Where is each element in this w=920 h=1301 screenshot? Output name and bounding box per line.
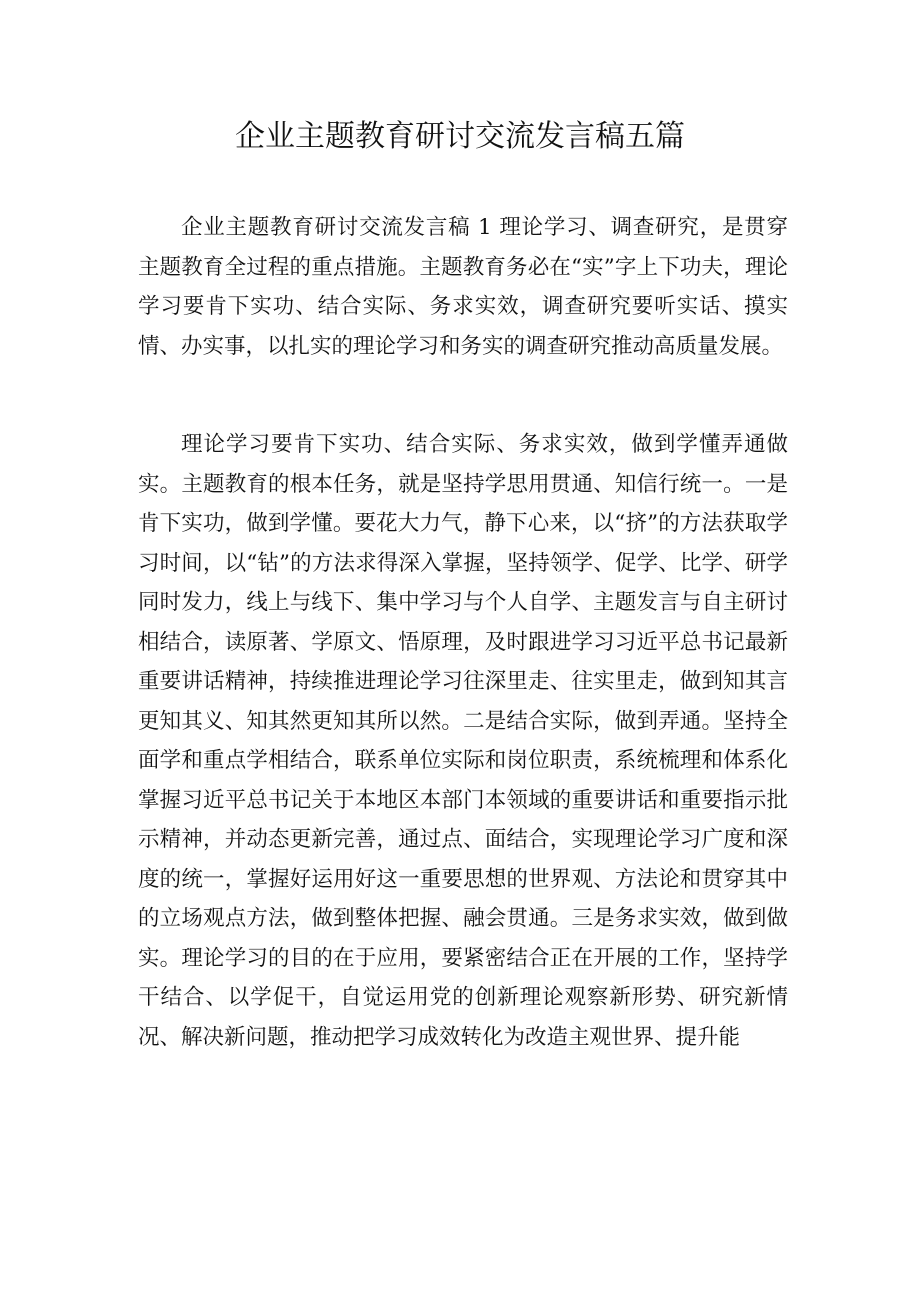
document-title: 企业主题教育研讨交流发言稿五篇 <box>235 119 685 154</box>
paragraph-1: 企业主题教育研讨交流发言稿 1 理论学习、调查研究，是贯穿主题教育全过程的重点措施。主题教育务必在“实”字上下功夫，理论学习要肯下实功、结合实际、务求实效，调查研究要听实话、摸实情、办实事，以扎实的理论学习和务实的调查研究推动高质量发展。 <box>138 215 788 359</box>
paragraph-2: 理论学习要肯下实功、结合实际、务求实效，做到学懂弄通做实。主题教育的根本任务，就是坚持学思用贯通、知信行统一。一是肯下实功，做到学懂。要花大力气，静下心来，以“挤”的方法获取学习时间，以“钻”的方法求得深入掌握，坚持领学、促学、比学、研学同时发力，线上与线下、集中学习与个人自学、主题发言与自主研讨相结合，读原著、学原文、悟原理，及时跟进学习习近平总书记最新重要讲话精神，持续推进理论学习往深里走、往实里走，做到知其言更知其义、知其然更知其所以然。二是结合实际，做到弄通。坚持全面学和重点学相结合，联系单位实际和岗位职责，系统梳理和体系化掌握习近平总书记关于本地区本部门本领域的重要讲话和重要指示批示精神，并动态更新完善，通过点、面结合，实现理论学习广度和深度的统一，掌握好运用好这一重要思想的世界观、方法论和贯穿其中的立场观点方法，做到整体把握、融会贯通。三是务求实效，做到做实。理论学习的目的在于应用，要紧密结合正在开展的工作，坚持学干结合、以学促干，自觉运用党的创新理论观察新形势、研究新情况、解决新问题，推动把学习成效转化为改造主观世界、提升能 <box>138 432 788 1050</box>
